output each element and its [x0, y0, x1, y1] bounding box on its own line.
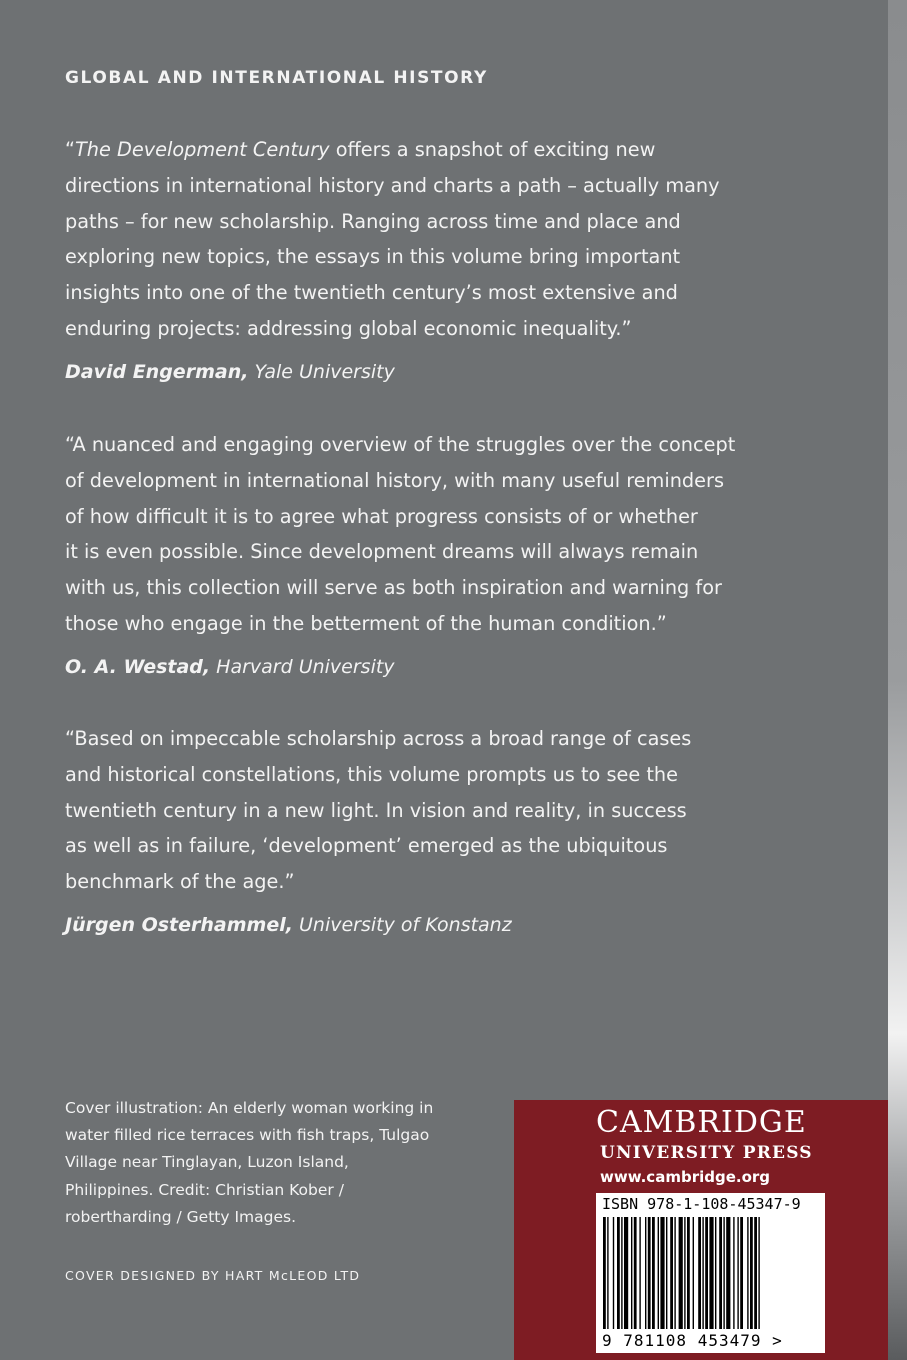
- quote-line: insights into one of the twentieth century’s most extensive and: [65, 281, 678, 305]
- cover-photo-edge: [888, 0, 907, 1360]
- barcode-bar: [737, 1217, 738, 1329]
- barcode-bar: [634, 1217, 637, 1329]
- isbn-digits: 9 781108 453479 >: [602, 1331, 783, 1350]
- barcode-bar: [621, 1217, 622, 1329]
- barcode-bar: [698, 1217, 701, 1329]
- barcode-bar: [715, 1217, 716, 1329]
- barcode-bar: [658, 1217, 659, 1329]
- blurb-quote-3: [65, 721, 745, 900]
- quote-line: “A nuanced and engaging overview of the struggles over the concept: [65, 433, 736, 456]
- quote-line: as well as in failure, ‘development’ emerged as the ubiquitous: [65, 834, 668, 858]
- quote-line: of development in international history, with many useful reminders: [65, 468, 724, 492]
- barcode-bar: [702, 1217, 703, 1329]
- barcode-bar: [679, 1217, 683, 1329]
- barcode-bar: [631, 1217, 632, 1329]
- barcode-bar: [705, 1217, 708, 1329]
- barcode-bar: [660, 1217, 664, 1329]
- barcode-bar: [613, 1217, 614, 1329]
- barcode-bar: [645, 1217, 646, 1329]
- credit-line: robertharding / Getty Images.: [65, 1207, 296, 1226]
- quote-line: paths – for new scholarship. Ranging across time and place and: [65, 209, 681, 233]
- barcode-bar: [652, 1217, 655, 1329]
- credit-line: Village near Tinglayan, Luzon Island,: [65, 1153, 349, 1172]
- quote-line: directions in international history and charts a path – actually many: [65, 173, 720, 197]
- credit-line: water filled rice terraces with fish traps, Tulgao: [65, 1126, 430, 1145]
- isbn-label: ISBN 978-1-108-45347-9: [602, 1195, 801, 1213]
- barcode-bar: [670, 1217, 673, 1329]
- publisher-name: CAMBRIDGE: [596, 1105, 807, 1140]
- barcode-bar: [624, 1217, 628, 1329]
- barcode-bar: [740, 1217, 743, 1329]
- quote-line: “Based on impeccable scholarship across a broad range of cases: [65, 727, 692, 750]
- publisher-subtitle: UNIVERSITY PRESS: [600, 1143, 813, 1163]
- isbn-barcode: [596, 1193, 825, 1353]
- barcode-bar: [617, 1217, 620, 1329]
- quote-line: and historical constellations, this volume prompts us to see the: [65, 762, 679, 786]
- barcode-bar: [758, 1217, 759, 1329]
- series-title: GLOBAL AND INTERNATIONAL HISTORY: [65, 68, 488, 88]
- barcode-bar: [719, 1217, 722, 1329]
- cover-illustration-credit: [65, 1095, 460, 1231]
- blurb-attribution-2: O. A. Westad, Harvard University: [65, 656, 395, 678]
- blurb-quote-1: [65, 132, 745, 347]
- barcode-bar: [687, 1217, 690, 1329]
- quote-line: benchmark of the age.”: [65, 870, 295, 894]
- quote-line: with us, this collection will serve as both inspiration and warning for: [65, 576, 722, 600]
- publisher-url[interactable]: www.cambridge.org: [600, 1168, 771, 1186]
- barcode-bar: [639, 1217, 640, 1329]
- quote-line: those who engage in the betterment of the human condition.”: [65, 611, 667, 635]
- blurb-attribution-3: Jürgen Osterhammel, University of Konstanz: [65, 914, 512, 936]
- blurb-quote-2: [65, 427, 745, 642]
- barcode-bar: [603, 1217, 606, 1329]
- barcode-bar: [733, 1217, 734, 1329]
- cover-designer-credit: COVER DESIGNED BY HART McLEOD LTD: [65, 1268, 361, 1283]
- barcode-bar: [747, 1217, 748, 1329]
- barcode-bar: [666, 1217, 667, 1329]
- barcode-bar: [754, 1217, 757, 1329]
- credit-line: Cover illustration: An elderly woman working in: [65, 1099, 434, 1117]
- barcode-bar: [648, 1217, 651, 1329]
- quote-line: enduring projects: addressing global economic inequality.”: [65, 316, 632, 340]
- barcode-bar: [684, 1217, 685, 1329]
- barcode-bar: [709, 1217, 713, 1329]
- barcode-bar: [607, 1217, 608, 1329]
- quote-line: of how difficult it is to agree what progress consists of or whether: [65, 504, 698, 528]
- barcode-bar: [674, 1217, 675, 1329]
- quote-line: it is even possible. Since development dreams will always remain: [65, 540, 699, 564]
- barcode-bar: [723, 1217, 724, 1329]
- quote-line: “The Development Century offers a snapshot of exciting new: [65, 138, 656, 161]
- blurb-attribution-1: David Engerman, Yale University: [65, 361, 395, 383]
- barcode-bar: [693, 1217, 694, 1329]
- credit-line: Philippines. Credit: Christian Kober /: [65, 1180, 344, 1199]
- quote-line: twentieth century in a new light. In vision and reality, in success: [65, 798, 687, 822]
- quote-line: exploring new topics, the essays in this volume bring important: [65, 245, 681, 269]
- barcode-bar: [726, 1217, 730, 1329]
- barcode-icon: [602, 1217, 819, 1329]
- publisher-panel: [514, 1100, 888, 1360]
- barcode-bar: [750, 1217, 753, 1329]
